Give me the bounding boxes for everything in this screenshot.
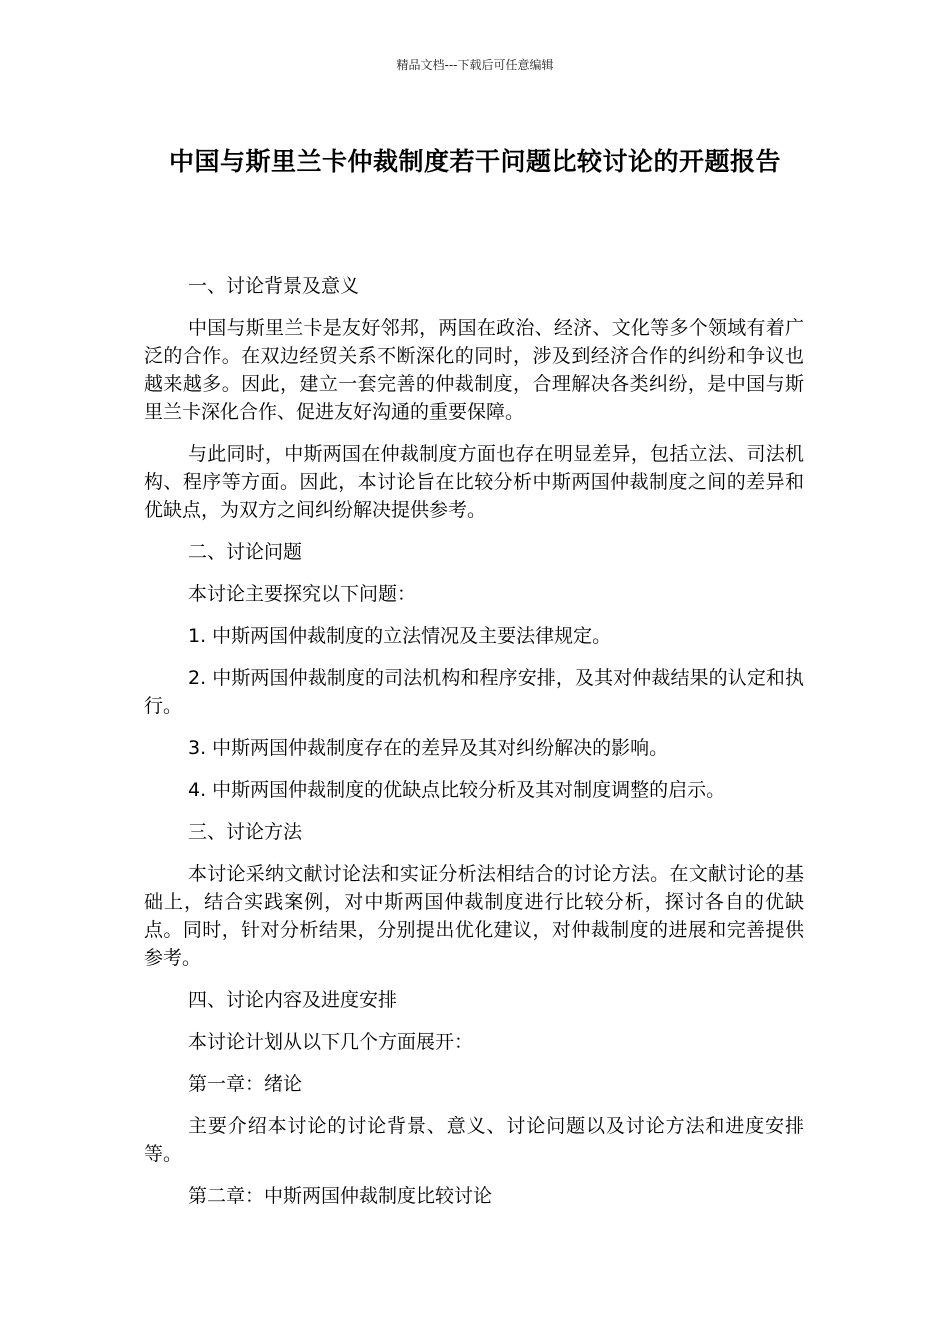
document-body <box>144 272 804 1224</box>
chapter-1-description: 主要介绍本讨论的讨论背景、意义、讨论问题以及讨论方法和进度安排等。 <box>144 1115 804 1165</box>
section-heading-questions: 二、讨论问题 <box>188 541 303 563</box>
page-header-note: 精品文档---下载后可任意编辑 <box>396 58 554 72</box>
list-item-question-2: 2. 中斯两国仲裁制度的司法机构和程序安排，及其对仲裁结果的认定和执行。 <box>144 667 804 717</box>
chapter-2-heading: 第二章：中斯两国仲裁制度比较讨论 <box>188 1185 493 1207</box>
paragraph-background-1: 中国与斯里兰卡是友好邻邦，两国在政治、经济、文化等多个领域有着广泛的合作。在双边经贸关系不断深化的同时，涉及到经济合作的纠纷和争议也越来越多。因此，建立一套完善的仲裁制度，合理解决各类纠纷，是中国与斯里兰卡深化合作、促进友好沟通的重要保障。 <box>144 317 804 423</box>
list-item-question-1: 1. 中斯两国仲裁制度的立法情况及主要法律规定。 <box>188 625 612 647</box>
paragraph-background-2: 与此同时，中斯两国在仲裁制度方面也存在明显差异，包括立法、司法机构、程序等方面。因此，本讨论旨在比较分析中斯两国仲裁制度之间的差异和优缺点，为双方之间纠纷解决提供参考。 <box>144 443 804 521</box>
document-title: 中国与斯里兰卡仲裁制度若干问题比较讨论的开题报告 <box>168 147 781 176</box>
section-heading-methods: 三、讨论方法 <box>188 821 303 843</box>
section-heading-schedule: 四、讨论内容及进度安排 <box>188 989 398 1011</box>
chapter-1-heading: 第一章：绪论 <box>188 1073 303 1095</box>
paragraph-questions-intro: 本讨论主要探究以下问题： <box>188 583 417 605</box>
section-heading-background: 一、讨论背景及意义 <box>188 275 360 297</box>
paragraph-schedule-intro: 本讨论计划从以下几个方面展开： <box>188 1031 474 1053</box>
list-item-question-3: 3. 中斯两国仲裁制度存在的差异及其对纠纷解决的影响。 <box>188 737 669 759</box>
list-item-question-4: 4. 中斯两国仲裁制度的优缺点比较分析及其对制度调整的启示。 <box>188 779 726 801</box>
paragraph-methods: 本讨论采纳文献讨论法和实证分析法相结合的讨论方法。在文献讨论的基础上，结合实践案例，对中斯两国仲裁制度进行比较分析，探讨各自的优缺点。同时，针对分析结果，分别提出优化建议，对仲裁制度的进展和完善提供参考。 <box>144 863 804 969</box>
